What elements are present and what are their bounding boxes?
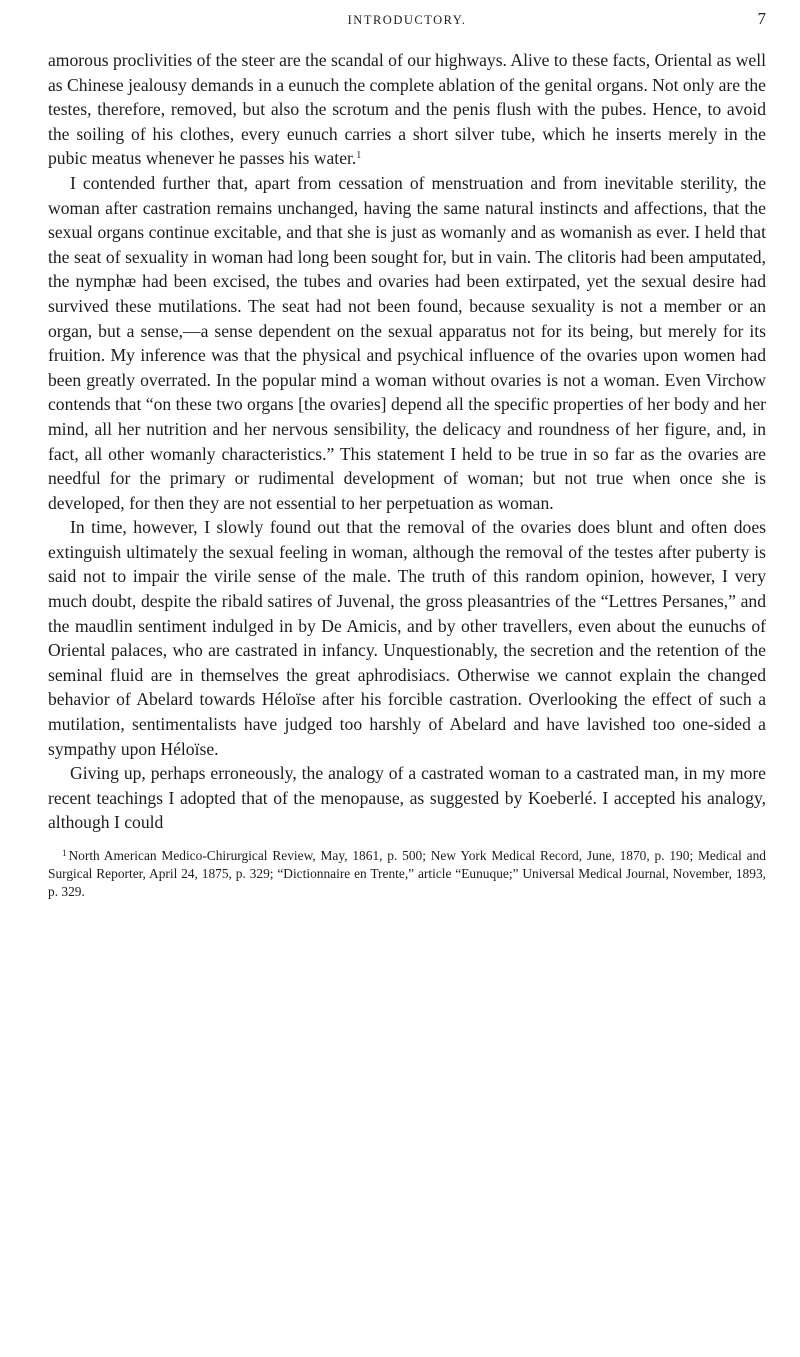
paragraph-3: In time, however, I slowly found out that the removal of the ovaries does blunt and often does extinguish ultimately the sexual feeling in woman, although the removal of the testes after puberty is said not to impair the virile sense of the male. The truth of this random opinion, however, I very much doubt, despite the ribald satires of Juvenal, the gross pleasantries of the “Lettres Persanes,” and the maudlin sentiment indulged in by De Amicis, and by other travellers, even about the eunuchs of Oriental palaces, who are castrated in infancy. Unquestionably, the secretion and the retention of the seminal fluid are in themselves the great aphrodisiacs. Otherwise we cannot explain the changed behavior of Abelard towards Héloïse after his forcible castration. Overlooking the effect of such a mutilation, sentimentalists have judged too harshly of Abelard and have lavished too one-sided a sympathy upon Héloïse. bbox=[48, 517, 766, 759]
page-number: 7 bbox=[757, 9, 766, 28]
footnote-mark: 1 bbox=[62, 848, 67, 858]
footnote-1 bbox=[48, 844, 766, 901]
page-header bbox=[48, 0, 766, 48]
running-head: INTRODUCTORY. bbox=[347, 13, 467, 27]
body-text bbox=[48, 48, 766, 835]
paragraph-4: Giving up, perhaps erroneously, the analogy of a castrated woman to a castrated man, in my more recent teachings I adopted that of the menopause, as suggested by Koeberlé. I accepted his analogy, although I could bbox=[48, 763, 766, 833]
paragraph-1 bbox=[48, 48, 766, 171]
footnote-reference: 1 bbox=[356, 150, 362, 162]
paragraph-1-text: amorous proclivities of the steer are the scandal of our highways. Alive to these facts, Oriental as well as Chinese jealousy demands in a eunuch the complete ablation of the genital organs. Not only are the testes, therefore, removed, but also the scrotum and the penis flush with the pubes. Hence, to avoid the soiling of his clothes, every eunuch carries a short silver tube, which he inserts merely in the pubic meatus whenever he passes his water. bbox=[48, 50, 766, 169]
footnote-text: North American Medico-Chirurgical Review, May, 1861, p. 500; New York Medical Record, June, 1870, p. 190; Medical and Surgical Reporter, April 24, 1875, p. 329; “Dictionnaire en Trente,” article “Eunuque;” Universal Medical Journal, November, 1893, p. 329. bbox=[48, 848, 766, 899]
footnotes bbox=[48, 844, 766, 901]
paragraph-2: I contended further that, apart from cessation of menstruation and from inevitable sterility, the woman after castration remains unchanged, having the same natural instincts and affections, that the sexual organs continue excitable, and that she is just as womanly and as womanish as ever. I held that the seat of sexuality in woman had long been sought for, but in vain. The clitoris had been amputated, the nymphæ had been excised, the tubes and ovaries had been extirpated, yet the sexual desire had survived these mutilations. The seat had not been found, because sexuality is not a member or an organ, but a sense,—a sense dependent on the sexual apparatus not for its being, but merely for its fruition. My inference was that the physical and psychical influence of the ovaries upon women had been greatly overrated. In the popular mind a woman without ovaries is not a woman. Even Virchow contends that “on these two organs [the ovaries] depend all the specific properties of her body and her mind, all her nutrition and her nervous sensibility, the delicacy and roundness of her figure, and, in fact, all other womanly characteristics.” This statement I held to be true in so far as the ovaries are needful for the primary or rudimental development of woman; but not true when once she is developed, for then they are not essential to her perpetuation as woman. bbox=[48, 172, 766, 513]
